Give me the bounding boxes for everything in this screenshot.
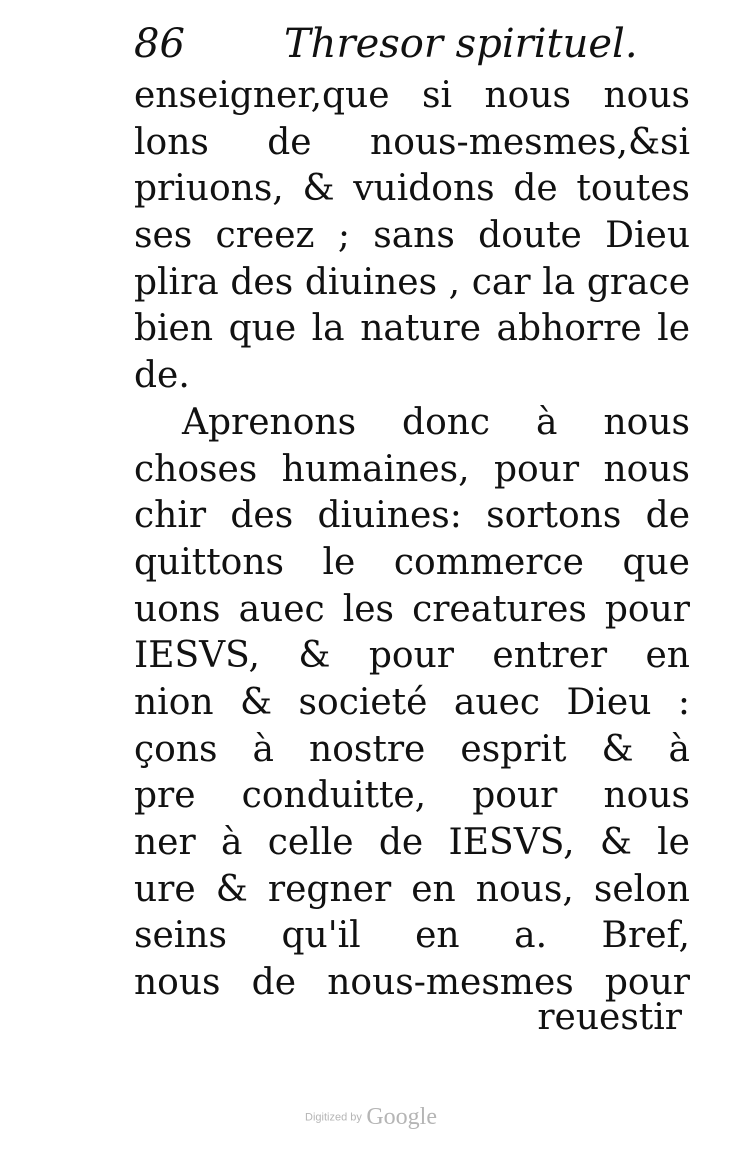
text-line: seins qu'il en a. Bref, bbox=[134, 915, 690, 957]
page-header bbox=[134, 14, 694, 74]
text-line: ure & regner en nous, selon bbox=[134, 868, 690, 910]
text-line: ner à celle de IESVS, & le bbox=[134, 822, 690, 863]
text-line: priuons, & vuidons de toutes bbox=[134, 168, 690, 210]
text-line: plira des diuines , car la grace bbox=[134, 261, 690, 303]
text-line: Aprenons donc à nous bbox=[182, 401, 690, 443]
text-line: de. bbox=[134, 355, 190, 397]
page-number: 86 bbox=[134, 21, 185, 67]
text-line: çons à nostre esprit & à bbox=[134, 728, 690, 770]
watermark-prefix: Digitized by bbox=[305, 1111, 362, 1124]
text-line: ses creez ; sans doute Dieu bbox=[134, 215, 690, 257]
text-line: IESVS, & pour entrer en bbox=[134, 635, 690, 677]
text-line: quittons le commerce que bbox=[134, 541, 690, 583]
text-line: uons auec les creatures pour bbox=[134, 588, 690, 630]
google-logo: Google bbox=[366, 1104, 437, 1130]
text-line: nion & societé auec Dieu : bbox=[134, 681, 690, 723]
running-title: Thresor spirituel. bbox=[284, 21, 638, 67]
text-line: bien que la nature abhorre le bbox=[134, 308, 690, 350]
text-line: chir des diuines: sortons de bbox=[134, 495, 690, 537]
text-line: lons de nous-mesmes,&si bbox=[134, 121, 690, 163]
text-line: nous de nous-mesmes pour bbox=[134, 962, 690, 1004]
body-text bbox=[134, 73, 690, 1007]
catchword: reuestir bbox=[537, 997, 682, 1038]
text-line: pre conduitte, pour nous bbox=[134, 775, 690, 817]
text-line: choses humaines, pour nous bbox=[134, 448, 690, 490]
text-line: enseigner,que si nous nous bbox=[134, 75, 690, 116]
digitization-watermark bbox=[0, 1104, 742, 1131]
